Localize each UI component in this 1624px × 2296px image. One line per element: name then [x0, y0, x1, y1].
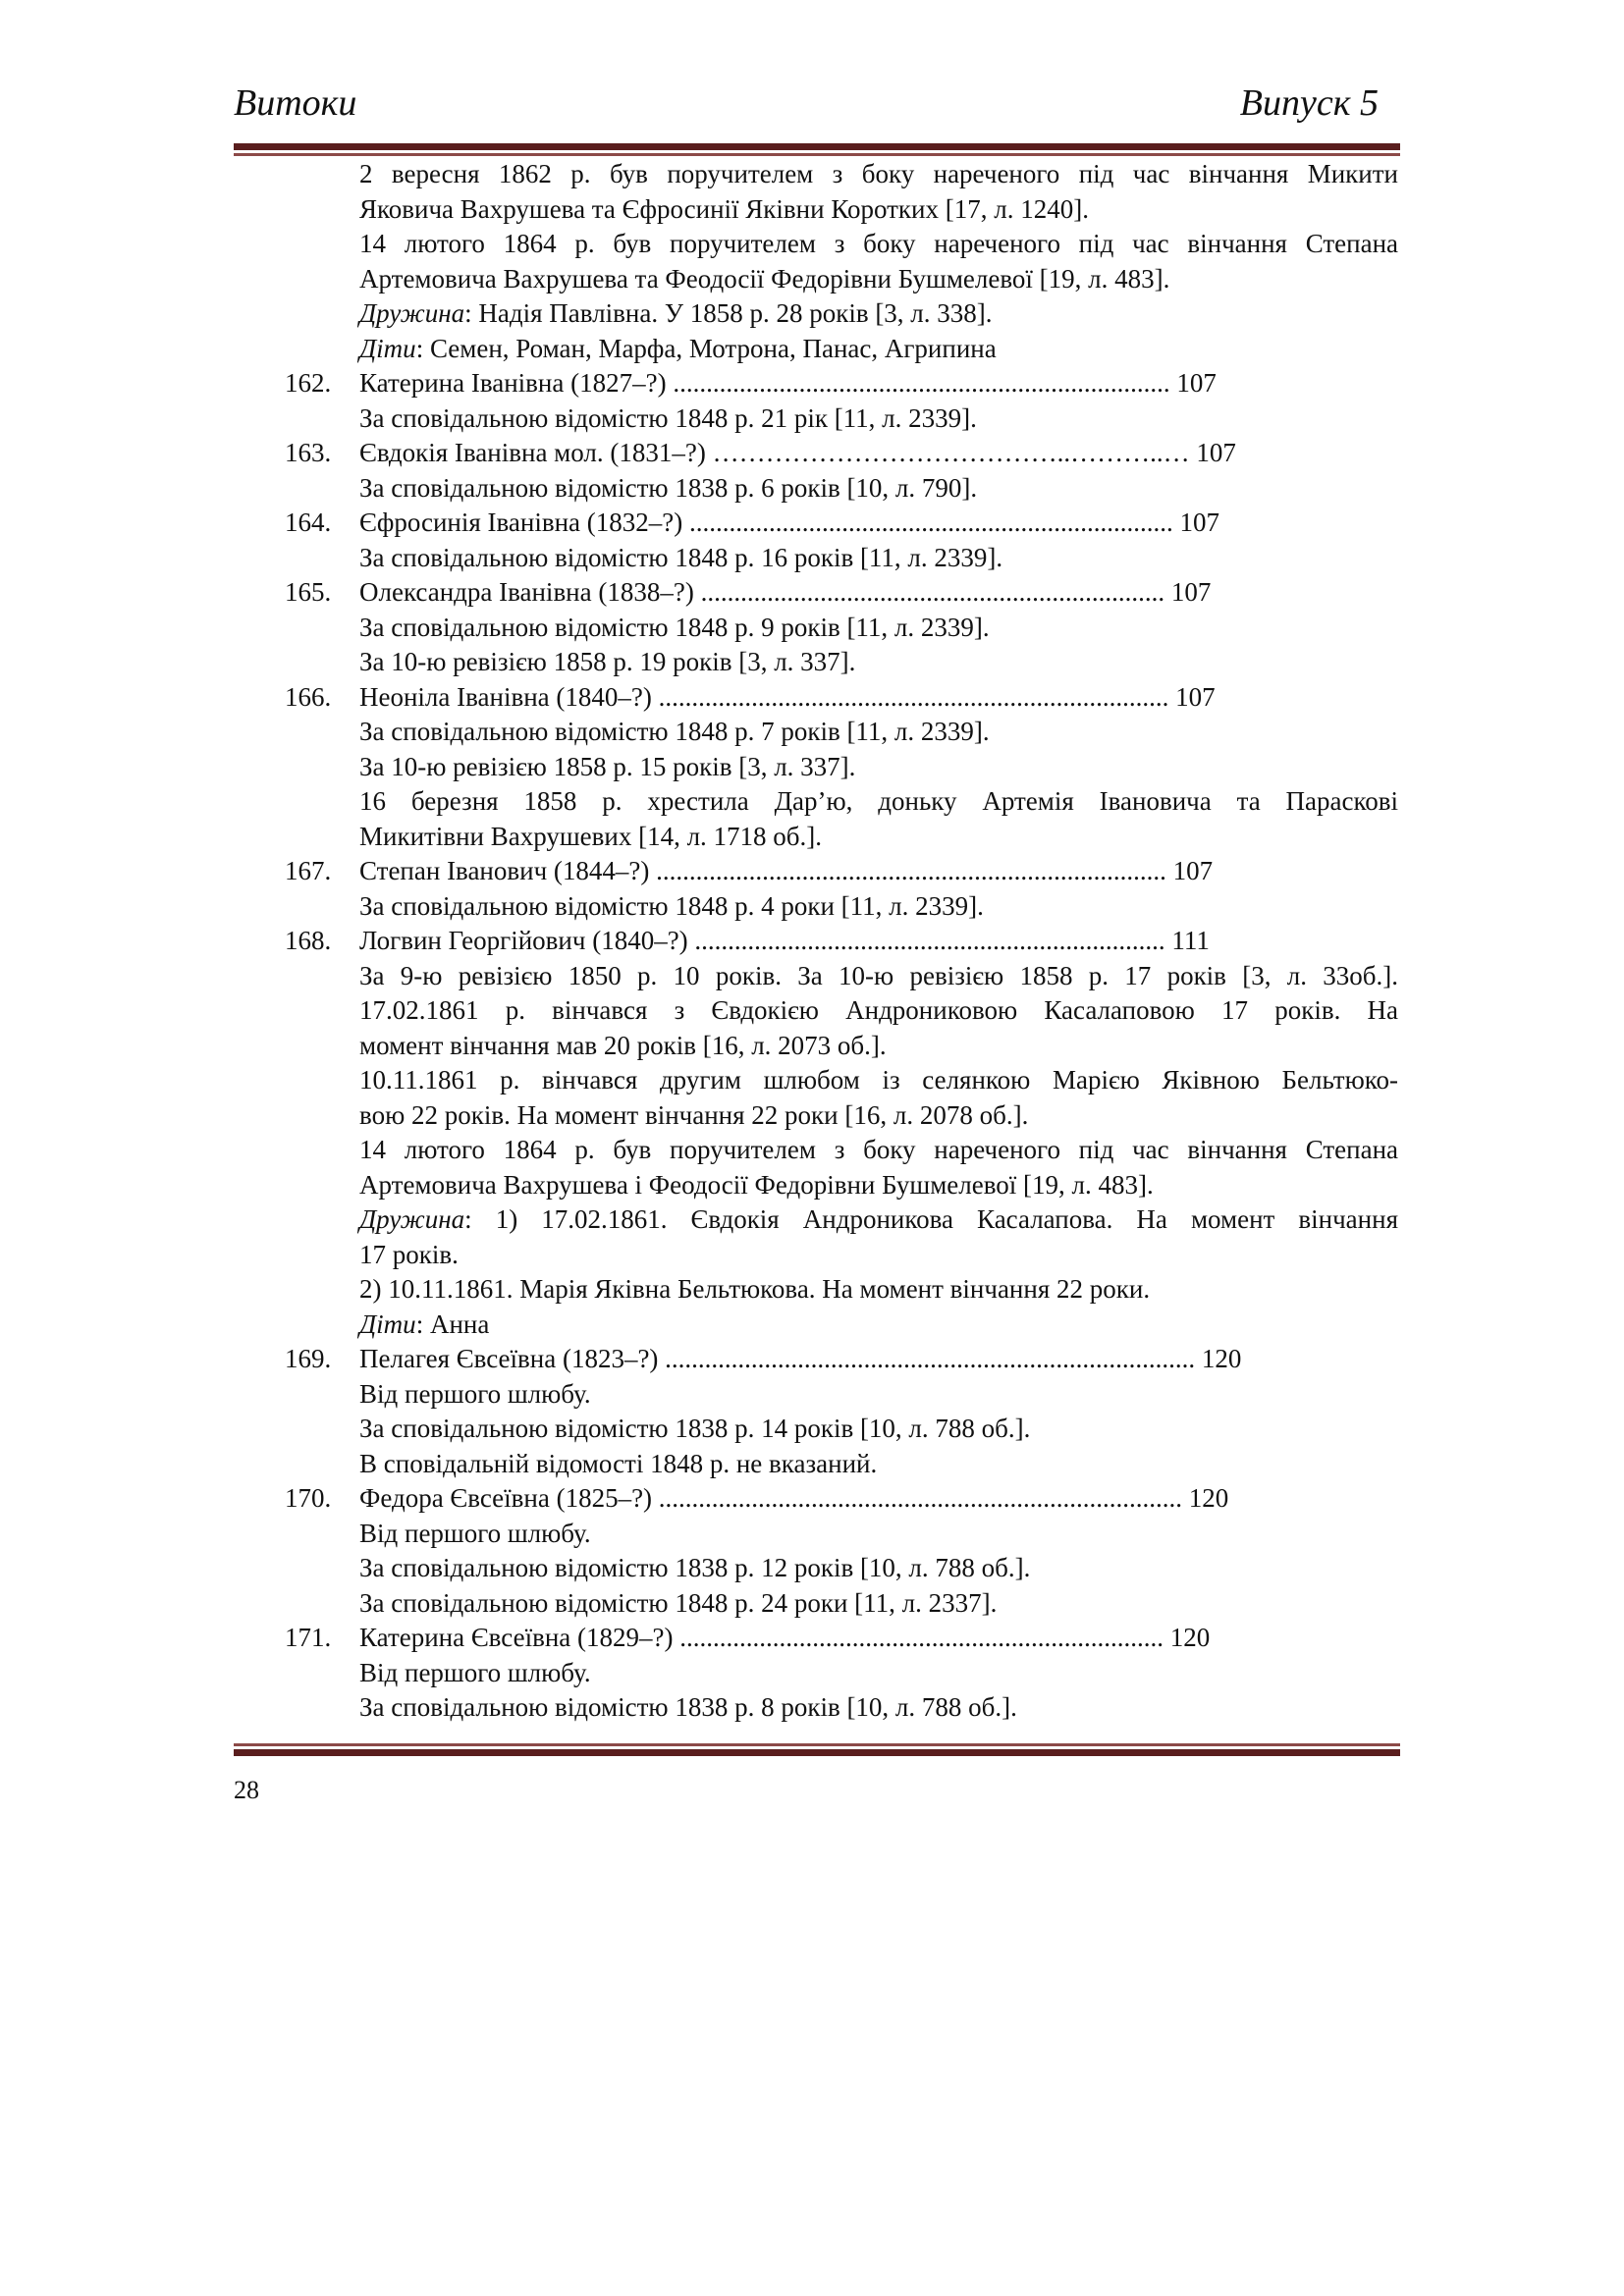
- entry-text: За 10-ю ревізією 1858 р. 15 років [3, л. 337].: [359, 751, 856, 781]
- entry-text: 14 лютого 1864 р. був поручителем з боку нареченого під час вінчання Степана: [359, 229, 1398, 258]
- entry-text-line: [285, 401, 1398, 437]
- entry-text-line: [285, 1308, 1398, 1343]
- field-label: Діти: [359, 1308, 416, 1339]
- entry-heading-line: [285, 575, 1398, 611]
- entry-text: Олександра Іванівна (1838–?) ...................................................................... 107: [359, 577, 1212, 607]
- entry-text-line: [285, 1377, 1398, 1413]
- entry-text-line: [285, 645, 1398, 680]
- entry-text-line: [285, 296, 1398, 332]
- entry-text-line: [285, 1098, 1398, 1134]
- entry-heading-line: [285, 924, 1398, 959]
- entry-text: Логвин Георгійович (1840–?) ....................................................................... 111: [359, 926, 1210, 955]
- entry-text: Микитівни Вахрушевих [14, л. 1718 об.].: [359, 821, 823, 851]
- page-number: 28: [234, 1776, 259, 1804]
- entry-number: 165.: [285, 577, 332, 607]
- entry-heading-line: [285, 436, 1398, 471]
- entry-text-line: [285, 1586, 1398, 1622]
- entry-text: За сповідальною відомістю 1848 р. 16 років [11, л. 2339].: [359, 542, 1003, 572]
- entry-text: [359, 1308, 489, 1343]
- entry-text: За 10-ю ревізією 1858 р. 19 років [3, л. 337].: [359, 647, 856, 676]
- entry-heading-line: [285, 366, 1398, 401]
- entry-text: Артемовича Вахрушева і Феодосії Федорівни Бушмелевої [19, л. 483].: [359, 1169, 1154, 1200]
- entry-text: За сповідальною відомістю 1848 р. 21 рік [11, л. 2339].: [359, 402, 977, 433]
- entry-text-line: [285, 750, 1398, 785]
- entry-text-line: [285, 1063, 1398, 1098]
- entry-text: Єфросинія Іванівна (1832–?) ......................................................................... 107: [359, 507, 1220, 537]
- entry-text: Неоніла Іванівна (1840–?) ............................................................................. 107: [359, 681, 1216, 712]
- entry-text-line: [285, 1029, 1398, 1064]
- entry-heading-line: [285, 1481, 1398, 1517]
- entry-text: 14 лютого 1864 р. був поручителем з боку нареченого під час вінчання Степана: [359, 1135, 1398, 1164]
- entry-text: [359, 296, 993, 332]
- entry-heading-line: [285, 1621, 1398, 1656]
- entry-text-line: [285, 1551, 1398, 1586]
- field-label: Дружина: [359, 1204, 465, 1234]
- entry-text-line: [285, 611, 1398, 646]
- entry-heading-line: [285, 854, 1398, 889]
- entry-text: 16 березня 1858 р. хрестила Дар’ю, доньку Артемія Івановича та Параскові: [359, 786, 1398, 816]
- issue-label: Випуск 5: [1239, 82, 1379, 124]
- entry-text-line: [285, 1412, 1398, 1447]
- header-rule: [234, 143, 1400, 156]
- entry-heading-line: [285, 506, 1398, 541]
- entry-number: 162.: [285, 368, 332, 398]
- entry-text-line: [285, 889, 1398, 925]
- running-header: [234, 79, 1394, 128]
- field-value: : Семен, Роман, Марфа, Мотрона, Панас, Агрипина: [415, 333, 997, 363]
- field-value: : 1) 17.02.1861. Євдокія Андроникова Касалапова. На момент вінчання: [464, 1204, 1398, 1234]
- field-label: Дружина: [359, 298, 465, 328]
- entry-text-line: [285, 227, 1398, 262]
- entry-text: Від першого шлюбу.: [359, 1378, 591, 1409]
- entry-text: Яковича Вахрушева та Єфросинії Яківни Коротких [17, л. 1240].: [359, 193, 1089, 224]
- entry-text-line: [285, 1168, 1398, 1203]
- entry-text-line: [285, 1238, 1398, 1273]
- entry-text: Від першого шлюбу.: [359, 1518, 591, 1548]
- entry-text: За сповідальною відомістю 1838 р. 14 років [10, л. 788 об.].: [359, 1414, 1031, 1443]
- entry-text-line: [285, 1133, 1398, 1168]
- entry-text-line: [285, 1690, 1398, 1726]
- entry-text: вою 22 років. На момент вінчання 22 роки [16, л. 2078 об.].: [359, 1099, 1029, 1130]
- entry-text: Степан Іванович (1844–?) ............................................................................. 107: [359, 856, 1214, 885]
- entry-text: момент вінчання мав 20 років [16, л. 2073 об.].: [359, 1030, 887, 1060]
- entry-text: 2 вересня 1862 р. був поручителем з боку нареченого під час вінчання Микити: [359, 159, 1398, 188]
- entry-text: За сповідальною відомістю 1848 р. 4 роки [11, л. 2339].: [359, 890, 984, 921]
- entry-text: 2) 10.11.1861. Марія Яківна Бельтюкова. На момент вінчання 22 роки.: [359, 1274, 1151, 1304]
- entry-text-line: [285, 1517, 1398, 1552]
- footer-rule: [234, 1743, 1400, 1756]
- entry-text: Федора Євсеївна (1825–?) ............................................................................... 120: [359, 1483, 1229, 1513]
- entry-text: За сповідальною відомістю 1848 р. 7 років [11, л. 2339].: [359, 717, 990, 746]
- entry-text: За сповідальною відомістю 1838 р. 6 років [10, л. 790].: [359, 472, 978, 503]
- entry-text: Катерина Іванівна (1827–?) ........................................................................... 107: [359, 368, 1217, 398]
- entry-text: За 9-ю ревізією 1850 р. 10 років. За 10-ю ревізією 1858 р. 17 років [3, л. 33об.].: [359, 960, 1398, 990]
- entry-text-line: [285, 332, 1398, 367]
- entry-text: За сповідальною відомістю 1848 р. 9 років [11, л. 2339].: [359, 612, 990, 642]
- entry-number: 163.: [285, 438, 332, 467]
- entry-text-line: [285, 1272, 1398, 1308]
- entry-number: 170.: [285, 1483, 332, 1513]
- entry-number: 164.: [285, 507, 332, 537]
- entry-text-line: [285, 784, 1398, 820]
- entry-text-line: [285, 157, 1398, 192]
- field-value: : Анна: [415, 1308, 490, 1339]
- entry-text-line: [285, 715, 1398, 750]
- entry-text: За сповідальною відомістю 1848 р. 24 роки [11, л. 2337].: [359, 1587, 998, 1618]
- entry-text: 17 років.: [359, 1239, 459, 1269]
- entry-number: 169.: [285, 1344, 332, 1373]
- entry-text: [359, 1202, 1398, 1238]
- entry-heading-line: [285, 1342, 1398, 1377]
- entry-text-line: [285, 959, 1398, 994]
- field-label: Діти: [359, 333, 416, 363]
- entry-text: Артемовича Вахрушева та Феодосії Федорівни Бушмелевої [19, л. 483].: [359, 263, 1170, 294]
- entry-number: 167.: [285, 856, 332, 885]
- field-value: : Надія Павлівна. У 1858 р. 28 років [3, л. 338].: [464, 298, 993, 328]
- entry-number: 168.: [285, 926, 332, 955]
- entry-text: 10.11.1861 р. вінчався другим шлюбом із селянкою Марією Яківною Бельтюко-: [359, 1065, 1398, 1095]
- entry-text: В сповідальній відомості 1848 р. не вказаний.: [359, 1448, 878, 1478]
- entry-text: За сповідальною відомістю 1838 р. 8 років [10, л. 788 об.].: [359, 1692, 1017, 1722]
- entry-number: 171.: [285, 1623, 332, 1652]
- entry-text: За сповідальною відомістю 1838 р. 12 років [10, л. 788 об.].: [359, 1553, 1031, 1582]
- entry-text-line: [285, 262, 1398, 297]
- entry-text-line: [285, 993, 1398, 1029]
- entry-text: Пелагея Євсеївна (1823–?) ................................................................................ 120: [359, 1344, 1242, 1373]
- entry-text: [359, 332, 997, 367]
- entry-text-line: [285, 1656, 1398, 1691]
- entry-text-line: [285, 192, 1398, 228]
- entry-text-line: [285, 541, 1398, 576]
- entry-text: Від першого шлюбу.: [359, 1657, 591, 1687]
- entry-text-line: [285, 1202, 1398, 1238]
- entry-text: Катерина Євсеївна (1829–?) ......................................................................... 120: [359, 1623, 1211, 1652]
- entry-number: 166.: [285, 681, 332, 712]
- entry-text: 17.02.1861 р. вінчався з Євдокією Андрониковою Касалаповою 17 років. На: [359, 995, 1398, 1025]
- entry-list: [285, 157, 1398, 1726]
- entry-text-line: [285, 820, 1398, 855]
- entry-text: Євдокія Іванівна мол. (1831–?) …………………………………..………..… 107: [359, 438, 1236, 467]
- entry-text-line: [285, 471, 1398, 507]
- journal-title: Витоки: [234, 82, 357, 124]
- entry-heading-line: [285, 680, 1398, 716]
- entry-text-line: [285, 1447, 1398, 1482]
